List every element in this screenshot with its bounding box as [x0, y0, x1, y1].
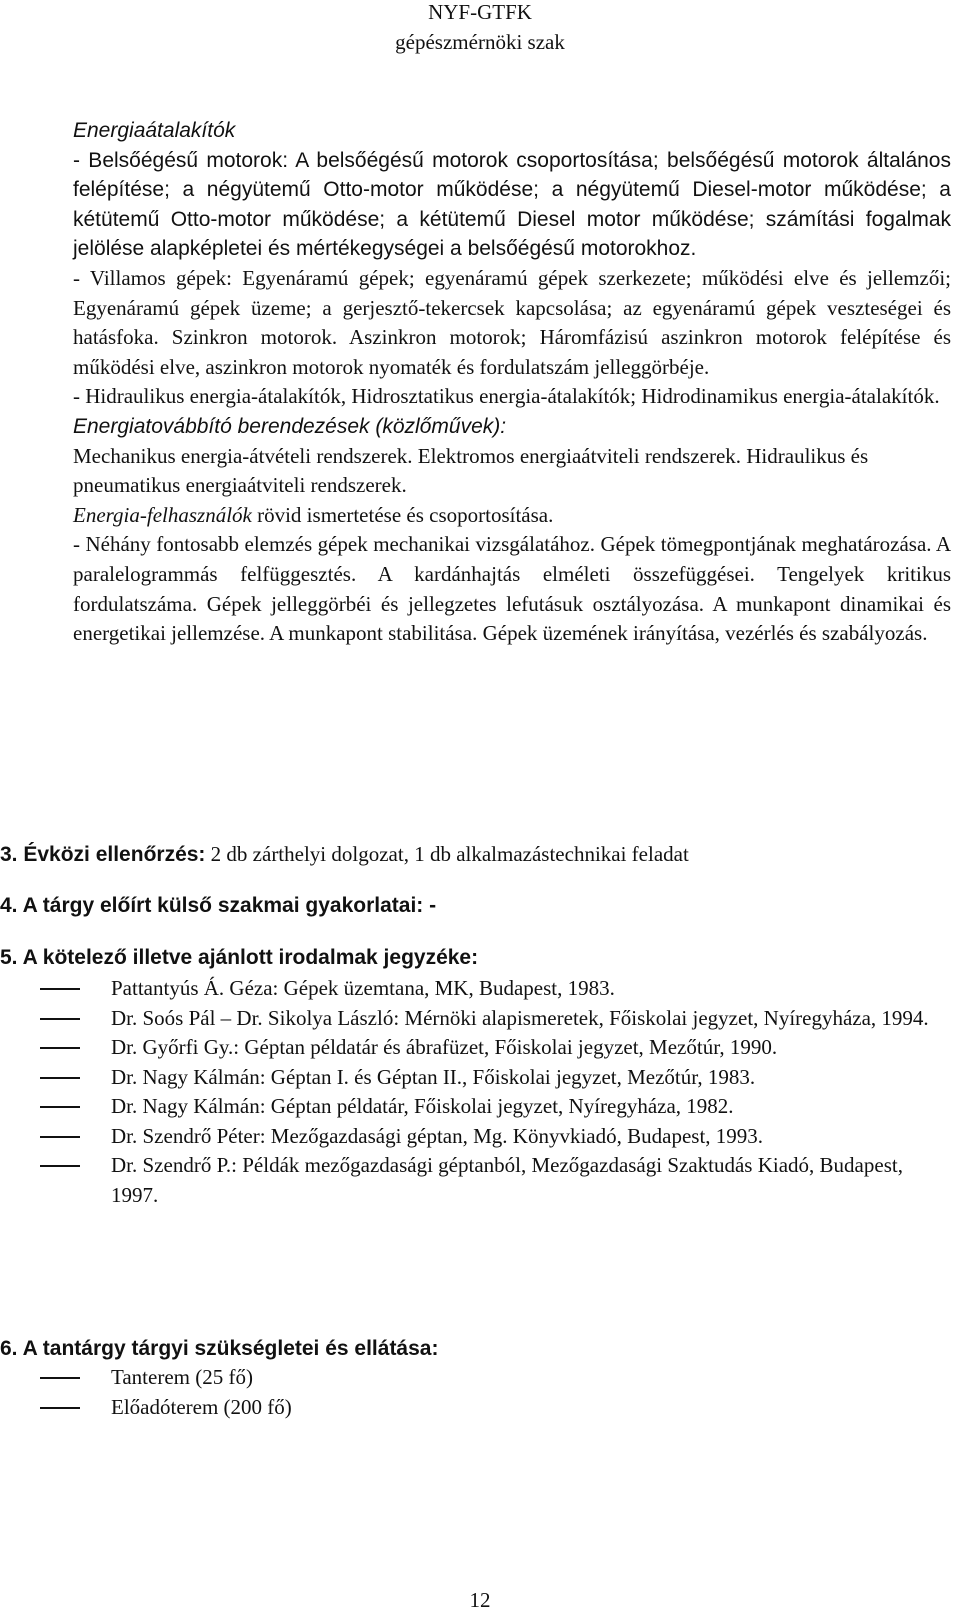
- course-content: [73, 116, 951, 649]
- dash-bullet-icon: [40, 1407, 80, 1409]
- paragraph-transfer-systems: Mechanikus energia-átvételi rendszerek. Elektromos energiaátviteli rendszerek. Hidraulikus és pneumatikus energiaátviteli rendszerek.: [73, 443, 869, 498]
- header-program: gépészmérnöki szak: [395, 30, 565, 54]
- paragraph-electric-machines: - Villamos gépek: Egyenáramú gépek; egyenáramú gépek szerkezete; működési elve és jellemzői; Egyenáramú gépek üzeme; a gerjesztő-tekercsek kapcsolása; az egyenáramú gépek veszteségei és hatásfoka. Szinkron motorok. Aszinkron motorok; Háromfázisú aszinkron motorok felépítése és működési elve, aszinkron motorok nyomaték és fordulatszám jelleggörbéje.: [73, 265, 951, 379]
- energy-converters-title: Energiaátalakítók: [73, 119, 236, 142]
- list-item: [0, 1004, 960, 1034]
- header-institution: NYF-GTFK: [428, 0, 532, 24]
- energy-users-text: rövid ismertetése és csoportosítása.: [251, 502, 554, 527]
- list-item: [0, 1033, 960, 1063]
- section-3: [0, 840, 960, 869]
- energy-users-title: Energia-felhasználók: [73, 502, 252, 527]
- literature-list: [0, 974, 960, 1210]
- energy-transfer-title: Energiatovábbító berendezések (közlőművek):: [73, 414, 507, 438]
- needs-list-wrap: [0, 1363, 960, 1422]
- list-item: [0, 1393, 960, 1423]
- dash-bullet-icon: [40, 1018, 80, 1020]
- list-item: [0, 1151, 960, 1210]
- dash-bullet-icon: [40, 1106, 80, 1108]
- paragraph-machine-analysis: - Néhány fontosabb elemzés gépek mechanikai vizsgálatához. Gépek tömegpontjának meghatározása. A paralelogrammás felfüggesztés. A kardánhajtás elméleti összefüggései. Tengelyek kritikus fordulatszáma. Gépek jelleggörbéi és jellegzetes lefutásuk osztályozása. A munkapont dinamikai és energetikai jellemzése. A munkapont stabilitása. Gépek üzemének irányítása, vezérlés és szabályozás.: [73, 532, 951, 646]
- dash-bullet-icon: [40, 1165, 80, 1167]
- dash-bullet-icon: [40, 1077, 80, 1079]
- dash-bullet-icon: [40, 1136, 80, 1138]
- section-4-label: 4. A tárgy előírt külső szakmai gyakorlatai: -: [0, 894, 437, 917]
- list-item-text: Dr. Nagy Kálmán: Géptan példatár, Főiskolai jegyzet, Nyíregyháza, 1982.: [111, 1094, 734, 1118]
- section-5-label: 5. A kötelező illetve ajánlott irodalmak jegyzéke:: [0, 946, 479, 969]
- list-item-text: Dr. Soós Pál – Dr. Sikolya László: Mérnöki alapismeretek, Főiskolai jegyzet, Nyíregyháza, 1994.: [111, 1005, 929, 1030]
- list-item: [0, 1363, 960, 1393]
- list-item-text: Előadóterem (200 fő): [111, 1394, 292, 1419]
- literature-list-wrap: [0, 974, 960, 1210]
- list-item-text: Dr. Győrfi Gy.: Géptan példatár és ábrafüzet, Főiskolai jegyzet, Mezőtúr, 1990.: [111, 1035, 778, 1059]
- list-item: [0, 974, 960, 1004]
- dash-bullet-icon: [40, 1047, 80, 1049]
- needs-list: [0, 1363, 960, 1422]
- list-item: [0, 1092, 960, 1122]
- paragraph-hydraulic: - Hidraulikus energia-átalakítók, Hidrosztatikus energia-átalakítók; Hidrodinamikus energia-átalakítók.: [73, 384, 940, 409]
- page-number: 12: [469, 1588, 491, 1612]
- section-6-label: 6. A tantárgy tárgyi szükségletei és ellátása:: [0, 1337, 439, 1360]
- list-item-text: Dr. Szendrő P.: Példák mezőgazdasági géptanból, Mezőgazdasági Szaktudás Kiadó, Budapest, 1997.: [111, 1153, 903, 1207]
- list-item-text: Dr. Nagy Kálmán: Géptan I. és Géptan II., Főiskolai jegyzet, Mezőtúr, 1983.: [111, 1064, 756, 1089]
- section-3-text: 2 db zárthelyi dolgozat, 1 db alkalmazástechnikai feladat: [205, 842, 689, 866]
- list-item: [0, 1063, 960, 1093]
- list-item-text: Dr. Szendrő Péter: Mezőgazdasági géptan, Mg. Könyvkiadó, Budapest, 1993.: [111, 1123, 764, 1148]
- list-item: [0, 1122, 960, 1152]
- dash-bullet-icon: [40, 1377, 80, 1379]
- list-item-text: Tanterem (25 fő): [111, 1365, 253, 1389]
- paragraph-energy-users: [73, 501, 951, 531]
- section-3-label: 3. Évközi ellenőrzés:: [0, 843, 206, 866]
- page-header: [0, 0, 960, 56]
- list-item-text: Pattantyús Á. Géza: Gépek üzemtana, MK, Budapest, 1983.: [111, 976, 615, 1000]
- paragraph-combustion-engines: - Belsőégésű motorok: A belsőégésű motorok csoportosítása; belsőégésű motorok általános felépítése; a négyütemű Otto-motor működése; a négyütemű Diesel-motor működése; a kétütemű Otto-motor működése; a kétütemű Diesel motor működése; számítási fogalmak jelölése alapképletei és mértékegységei a belsőégésű motorokhoz.: [73, 148, 951, 261]
- dash-bullet-icon: [40, 988, 80, 990]
